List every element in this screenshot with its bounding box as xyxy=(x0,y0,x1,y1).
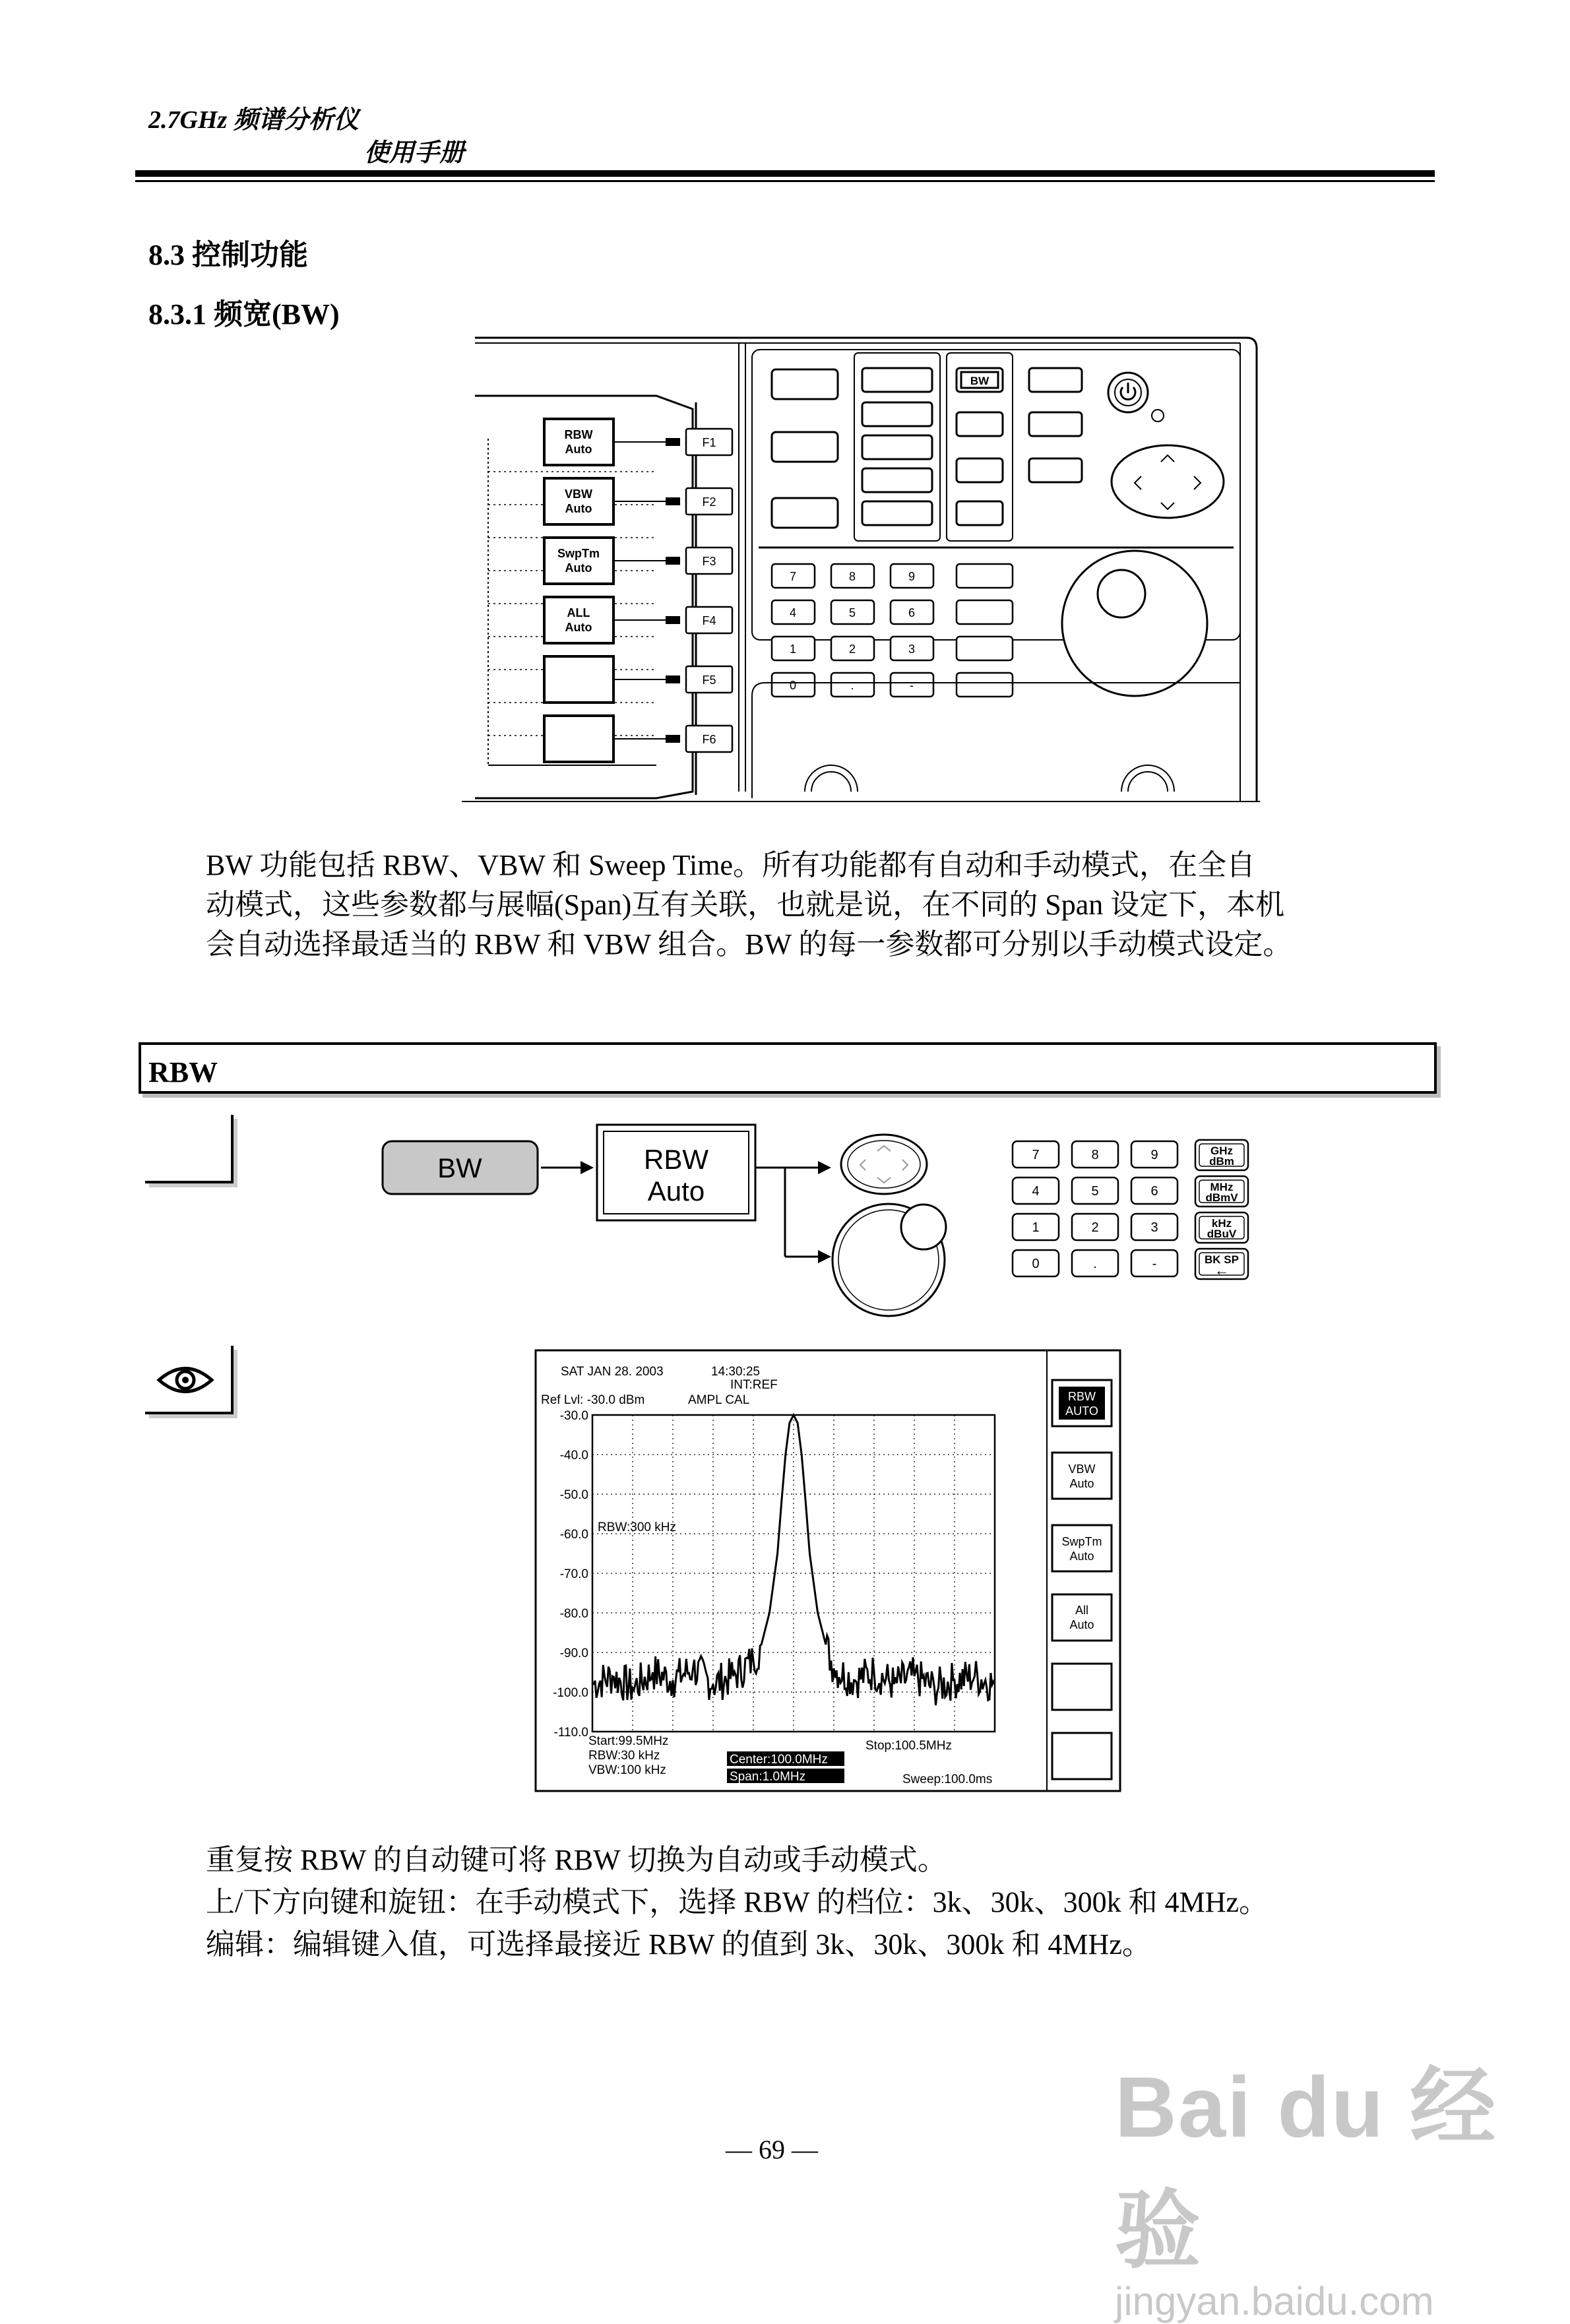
screen-softkey-2-line2: Auto xyxy=(1069,1477,1094,1490)
eye-icon xyxy=(156,1360,215,1400)
rbw-notes xyxy=(206,1840,1393,1967)
rbw-section-label: RBW xyxy=(148,1056,218,1088)
fkey-3: F3 xyxy=(702,555,716,568)
analyzer-screen xyxy=(534,1349,1128,1798)
panel-softkey-3 xyxy=(544,538,613,584)
front-panel-diagram xyxy=(462,330,1267,805)
panel-softkey-1-line2: Auto xyxy=(565,443,592,456)
flow-key-6: 6 xyxy=(1150,1184,1158,1199)
panel-softkey-1 xyxy=(544,419,613,465)
panel-key-3: 3 xyxy=(908,643,916,656)
y-tick-label: -80.0 xyxy=(559,1607,588,1621)
flow-key-7: 7 xyxy=(1032,1148,1040,1162)
screen-vbw: VBW:100 kHz xyxy=(588,1763,666,1777)
screen-time: 14:30:25 xyxy=(711,1365,760,1379)
unit-dbuv: dBuV xyxy=(1207,1228,1237,1240)
flow-key-3: 3 xyxy=(1150,1220,1158,1235)
flow-key-8: 8 xyxy=(1091,1148,1099,1162)
doc-header-subtitle: 使用手册 xyxy=(364,139,465,167)
unit-dbmv: dBmV xyxy=(1205,1191,1238,1204)
page-number: — 69 — xyxy=(726,2135,818,2164)
screen-status2: AMPL CAL xyxy=(688,1393,750,1407)
unit-dbm: dBm xyxy=(1209,1155,1234,1168)
unit-khz: kHz xyxy=(1211,1217,1232,1230)
panel-key-2: 2 xyxy=(848,643,856,656)
note-line-2: 上/下方向键和旋钮：在手动模式下，选择 RBW 的档位：3k、30k、300k 和 4MHz。 xyxy=(206,1886,1269,1918)
screen-ref-level: Ref Lvl: -30.0 dBm xyxy=(541,1393,645,1407)
screen-start: Start:99.5MHz xyxy=(588,1734,669,1748)
intro-line-3: 会自动选择最适当的 RBW 和 VBW 组合。BW 的每一参数都可分别以手动模式设定。 xyxy=(206,928,1292,960)
flow-key-5: 5 xyxy=(1091,1184,1099,1199)
rbw-section-bar xyxy=(139,1042,1437,1094)
panel-bw-key: BW xyxy=(970,375,989,387)
keypress-icon xyxy=(145,1115,234,1183)
intro-paragraph xyxy=(206,846,1393,964)
panel-key-9: 9 xyxy=(908,570,916,583)
flow-key-2: 2 xyxy=(1091,1220,1099,1235)
screen-softkey-3-line2: Auto xyxy=(1069,1550,1094,1563)
screen-softkey-2-line1: VBW xyxy=(1068,1462,1096,1476)
intro-line-2: 动模式，这些参数都与展幅(Span)互有关联，也就是说，在不同的 Span 设定下，本机 xyxy=(206,889,1285,921)
panel-key-0: 0 xyxy=(789,679,797,692)
note-line-1: 重复按 RBW 的自动键可将 RBW 切换为自动或手动模式。 xyxy=(206,1844,947,1876)
unit-bksp: BK SP xyxy=(1205,1253,1239,1266)
flow-rbw-line2: Auto xyxy=(647,1176,705,1207)
screen-softkey-3-line1: SwpTm xyxy=(1061,1535,1102,1548)
screen-softkey-4-line2: Auto xyxy=(1069,1618,1094,1631)
panel-softkey-4-line1: ALL xyxy=(567,606,590,619)
screen-rbw-marker: RBW:300 kHz xyxy=(598,1521,676,1534)
flow-bw-button: BW xyxy=(437,1152,482,1183)
panel-softkey-1-line1: RBW xyxy=(564,428,593,441)
y-tick-label: -40.0 xyxy=(559,1449,588,1462)
y-tick-label: -70.0 xyxy=(559,1567,588,1581)
intro-line-1: BW 功能包括 RBW、VBW 和 Sweep Time。所有功能都有自动和手动模式，在全自 xyxy=(206,849,1255,881)
unit-mhz: MHz xyxy=(1210,1181,1234,1193)
screen-softkey-5 xyxy=(1052,1664,1112,1710)
doc-header-title: 2.7GHz 频谱分析仪 xyxy=(148,106,359,134)
flow-key-minus: - xyxy=(1152,1257,1157,1271)
screen-date: SAT JAN 28. 2003 xyxy=(561,1365,664,1379)
flow-key-dot: . xyxy=(1093,1257,1097,1271)
panel-softkey-2-line1: VBW xyxy=(565,487,592,501)
y-tick-label: -30.0 xyxy=(559,1409,588,1423)
screen-softkey-4-line1: All xyxy=(1075,1604,1089,1617)
flow-rbw-line1: RBW xyxy=(644,1144,708,1175)
screen-rbw: RBW:30 kHz xyxy=(588,1749,660,1763)
fkey-4: F4 xyxy=(702,614,716,627)
note-line-3: 编辑：编辑键入值，可选择最接近 RBW 的值到 3k、30k、300k 和 4MHz。 xyxy=(206,1928,1151,1961)
y-tick-label: -100.0 xyxy=(553,1686,588,1700)
screen-sweep: Sweep:100.0ms xyxy=(902,1773,993,1786)
panel-softkey-4-line2: Auto xyxy=(565,621,592,634)
fkey-1: F1 xyxy=(702,436,716,449)
panel-key-8: 8 xyxy=(848,570,856,583)
panel-key-7: 7 xyxy=(789,570,797,583)
fkey-5: F5 xyxy=(702,674,716,687)
panel-key-1: 1 xyxy=(789,643,797,656)
screen-center: Center:100.0MHz xyxy=(730,1753,828,1767)
watermark-url: jingyan.baidu.com xyxy=(1115,2279,1434,2323)
screen-softkey-1-line1: RBW xyxy=(1068,1390,1096,1403)
screen-softkey-6 xyxy=(1052,1733,1112,1779)
watermark-logo: Bai du 经验 xyxy=(1115,2059,1497,2278)
screen-stop: Stop:100.5MHz xyxy=(865,1739,952,1753)
fkey-6: F6 xyxy=(702,733,716,746)
panel-softkey-5 xyxy=(544,656,613,703)
panel-softkey-3-line1: SwpTm xyxy=(557,547,600,560)
unit-bksp-arrow: ← xyxy=(1214,1262,1229,1278)
y-tick-label: -110.0 xyxy=(553,1726,588,1740)
screen-status1: INT:REF xyxy=(730,1378,778,1392)
flow-key-0: 0 xyxy=(1032,1257,1040,1271)
panel-key-minus: - xyxy=(910,679,914,692)
flow-key-9: 9 xyxy=(1150,1148,1158,1162)
unit-ghz: GHz xyxy=(1210,1145,1233,1157)
rbw-flow-diagram xyxy=(369,1115,1267,1326)
panel-key-5: 5 xyxy=(848,606,856,619)
panel-softkey-3-line2: Auto xyxy=(565,561,592,575)
y-tick-label: -60.0 xyxy=(559,1528,588,1542)
panel-softkey-2 xyxy=(544,478,613,524)
panel-key-6: 6 xyxy=(908,606,916,619)
fkey-2: F2 xyxy=(702,495,716,509)
y-tick-label: -90.0 xyxy=(559,1647,588,1660)
panel-softkey-2-line2: Auto xyxy=(565,502,592,515)
panel-key-dot: . xyxy=(850,679,854,692)
subsection-heading: 8.3.1 频宽(BW) xyxy=(148,298,340,330)
panel-softkey-4 xyxy=(544,597,613,643)
panel-key-4: 4 xyxy=(789,606,797,619)
panel-softkey-6 xyxy=(544,716,613,762)
section-heading: 8.3 控制功能 xyxy=(148,239,308,271)
display-icon-box xyxy=(145,1346,234,1414)
y-tick-label: -50.0 xyxy=(559,1488,588,1502)
screen-span: Span:1.0MHz xyxy=(730,1770,806,1784)
flow-key-4: 4 xyxy=(1032,1184,1040,1199)
screen-softkey-1-line2: AUTO xyxy=(1065,1404,1098,1418)
flow-key-1: 1 xyxy=(1032,1220,1040,1235)
watermark xyxy=(1115,2038,1570,2324)
header-rule-thin xyxy=(135,180,1435,182)
header-rule-thick xyxy=(135,170,1435,177)
